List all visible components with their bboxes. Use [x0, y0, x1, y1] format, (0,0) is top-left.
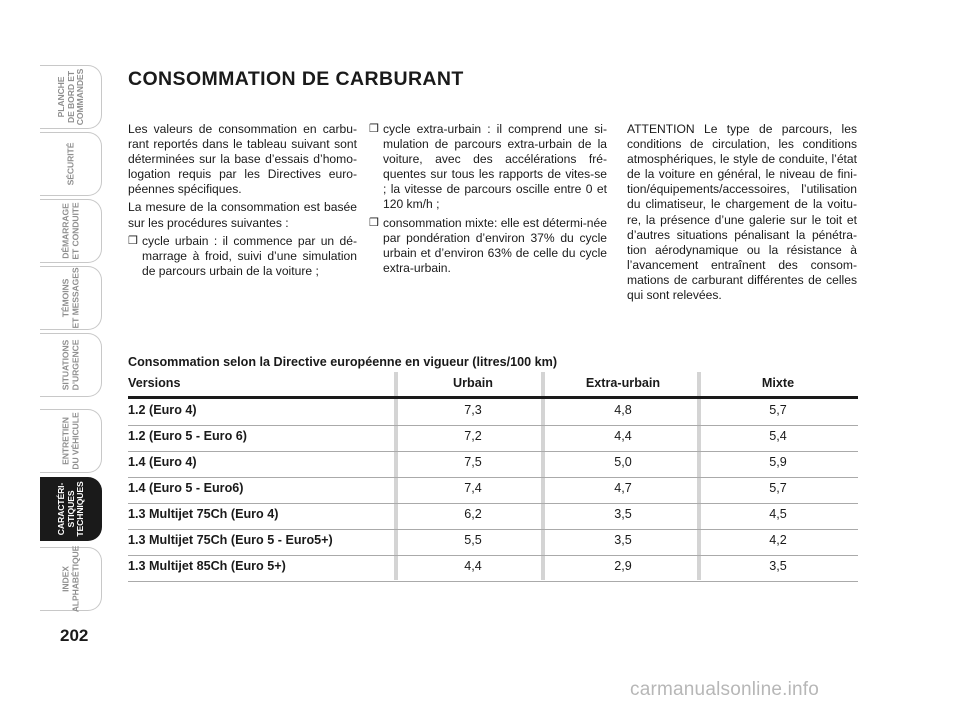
mixte-cell: 5,9	[769, 455, 787, 469]
attention-paragraph: ATTENTION Le type de parcours, les conditions de circulation, les conditions atmosphériques, le style de conduite, l’état de la voiture en général, le niveau de fini-tion/équipements/accessoires, l’utilisation du climatiseur, le chargement de la voitu-re, la présence d’une galerie sur le toit et d’autres situations pénalisant la pénétra-tion aérodynamique ou la résistance à l’avancement entraînent des consom-mations de carburant différentes de celles qui sont relevées.	[627, 122, 857, 303]
cycles-column	[369, 122, 607, 279]
tab-label: PLANCHE DE BORD ET COMMANDES	[55, 68, 85, 126]
table-title: Consommation selon la Directive européenne en vigueur (litres/100 km)	[128, 355, 558, 369]
extra-urbain-cell: 3,5	[614, 533, 632, 547]
header-versions: Versions	[128, 376, 181, 390]
mixed-consumption-text: consommation mixte: elle est détermi-née par pondération d’environ 37% du cycle urbain et d’environ 63% de celle du cycle extra-urbain.	[383, 215, 607, 275]
extra-urbain-cell: 5,0	[614, 455, 632, 469]
intro-paragraph: Les valeurs de consommation en carbu-rant reportés dans le tableau suivant sont déterminées sur la base d’essais d’homo-logation requis par les Directives euro-péennes spécifiques.	[128, 122, 357, 197]
header-urbain: Urbain	[453, 376, 493, 390]
procedure-paragraph: La mesure de la consommation est basée sur les procédures suivantes :	[128, 200, 357, 230]
mixte-cell: 3,5	[769, 559, 787, 573]
page-title: CONSOMMATION DE CARBURANT	[128, 68, 464, 90]
header-mixte: Mixte	[761, 376, 795, 390]
urban-cycle-text: cycle urbain : il commence par un dé-marrage à froid, suivi d’une simulation de parcours urbain de la voiture ;	[142, 233, 357, 278]
version-cell: 1.3 Multijet 75Ch (Euro 5 - Euro5+)	[128, 533, 333, 547]
urbain-cell: 7,2	[464, 429, 482, 443]
urbain-cell: 7,4	[464, 481, 482, 495]
tab-caracteristiques[interactable]	[40, 477, 102, 541]
tab-temoins[interactable]	[40, 266, 102, 330]
table-row	[128, 399, 858, 426]
extra-urbain-cell: 2,9	[614, 559, 632, 573]
warning-column	[627, 122, 857, 306]
table-row	[128, 425, 858, 452]
urbain-cell: 7,5	[464, 455, 482, 469]
mixte-cell: 4,5	[769, 507, 787, 521]
extra-urbain-cell: 3,5	[614, 507, 632, 521]
urbain-cell: 5,5	[464, 533, 482, 547]
table-row	[128, 529, 858, 556]
table-header	[128, 372, 858, 397]
mixte-cell: 5,4	[769, 429, 787, 443]
table-row	[128, 503, 858, 530]
tab-label: TÉMOINS ET MESSAGES	[60, 267, 80, 329]
table-row	[128, 555, 858, 582]
tab-demarrage[interactable]	[40, 199, 102, 263]
tab-index[interactable]	[40, 547, 102, 611]
table-row	[128, 477, 858, 504]
version-cell: 1.2 (Euro 4)	[128, 403, 197, 417]
version-cell: 1.2 (Euro 5 - Euro 6)	[128, 429, 247, 443]
checkbox-bullet-icon: ❒	[369, 123, 379, 135]
extra-urbain-cell: 4,7	[614, 481, 632, 495]
tab-planche-de-bord[interactable]	[40, 65, 102, 129]
tab-situations[interactable]	[40, 333, 102, 397]
tab-label: CARACTÉRI- STIQUES TECHNIQUES	[55, 481, 85, 537]
extra-urban-cycle-text: cycle extra-urbain : il comprend une si-mulation de parcours extra-urbain de la voiture, avec des accélérations fré-quentes sur tous les rapports de vites-se ; la vitesse de parcours oscille entre 0 et 120 km/h ;	[383, 122, 607, 212]
version-cell: 1.4 (Euro 5 - Euro6)	[128, 481, 244, 495]
extra-urbain-cell: 4,4	[614, 429, 632, 443]
tab-entretien[interactable]	[40, 409, 102, 473]
urbain-cell: 7,3	[464, 403, 482, 417]
version-cell: 1.3 Multijet 85Ch (Euro 5+)	[128, 559, 286, 573]
mixte-cell: 4,2	[769, 533, 787, 547]
extra-urbain-cell: 4,8	[614, 403, 632, 417]
urbain-cell: 4,4	[464, 559, 482, 573]
page-number: 202	[60, 626, 89, 645]
mixte-cell: 5,7	[769, 481, 787, 495]
tab-label: INDEX ALPHABÉTIQUE	[60, 545, 80, 613]
list-item	[369, 122, 607, 213]
table-row	[128, 451, 858, 478]
tab-label: SITUATIONS D’URGENCE	[60, 339, 80, 391]
tab-label: SÉCURITÉ	[64, 142, 75, 186]
intro-column	[128, 122, 357, 282]
tab-securite[interactable]	[40, 132, 102, 196]
watermark: carmanualsonline.info	[630, 679, 820, 700]
mixte-cell: 5,7	[769, 403, 787, 417]
version-cell: 1.3 Multijet 75Ch (Euro 4)	[128, 507, 279, 521]
header-extra-urbain: Extra-urbain	[585, 376, 661, 390]
list-item	[369, 216, 607, 276]
tab-label: ENTRETIEN DU VÉHICULE	[60, 412, 80, 470]
list-item	[128, 234, 357, 279]
version-cell: 1.4 (Euro 4)	[128, 455, 197, 469]
urbain-cell: 6,2	[464, 507, 482, 521]
tab-label: DÉMARRAGE ET CONDUITE	[60, 202, 80, 260]
checkbox-bullet-icon: ❒	[128, 234, 138, 247]
checkbox-bullet-icon: ❒	[369, 216, 379, 229]
